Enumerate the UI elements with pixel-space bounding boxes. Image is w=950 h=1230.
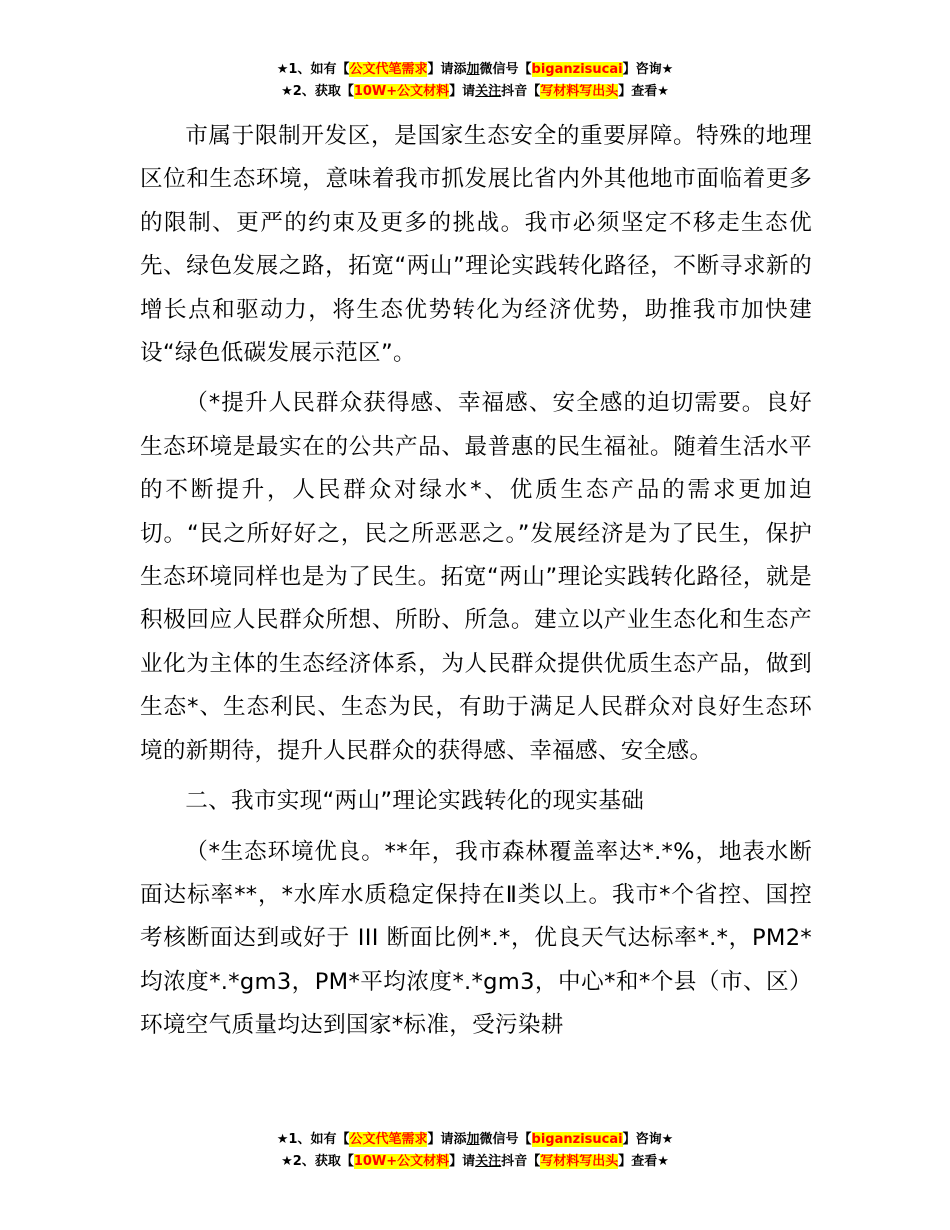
highlight-materials: 10W+公文材料 bbox=[353, 1154, 450, 1169]
banner-text: 抖音【 bbox=[501, 84, 541, 99]
header-banner bbox=[0, 59, 950, 103]
banner-text: 】请 bbox=[449, 1154, 476, 1169]
banner-text: 】咨询★ bbox=[622, 62, 674, 77]
banner-text: 】查看★ bbox=[618, 84, 669, 99]
highlight-service: 公文代笔需求 bbox=[349, 62, 428, 77]
banner-line-2 bbox=[0, 1151, 950, 1173]
banner-text: 】咨询★ bbox=[622, 1132, 674, 1147]
banner-text: ★2、获取【 bbox=[281, 84, 354, 99]
banner-text: 】请添 bbox=[427, 1132, 467, 1147]
highlight-materials: 10W+公文材料 bbox=[353, 84, 450, 99]
banner-text: ★2、获取【 bbox=[281, 1154, 354, 1169]
paragraph: 市属于限制开发区，是国家生态安全的重要屏障。特殊的地理区位和生态环境，意味着我市抓发展比省内外其他地市面临着更多的限制、更严的约束及更多的挑战。我市必须坚定不移走生态优先、绿色发展之路，拓宽“两山”理论实践转化路径，不断寻求新的增长点和驱动力，将生态优势转化为经济优势，助推我市加快建设“绿色低碳发展示范区”。 bbox=[140, 123, 812, 367]
document-body bbox=[140, 115, 812, 1055]
banner-line-1 bbox=[0, 59, 950, 81]
banner-line-1 bbox=[0, 1129, 950, 1151]
footer-banner bbox=[0, 1129, 950, 1173]
highlight-wechat-id: biganzisucai bbox=[531, 62, 623, 77]
highlight-wechat-id: biganzisucai bbox=[531, 1132, 623, 1147]
banner-text: 抖音【 bbox=[501, 1154, 541, 1169]
banner-emphasis: 加 bbox=[466, 62, 480, 77]
banner-emphasis: 关注 bbox=[475, 84, 502, 99]
banner-text: ★1、如有【 bbox=[276, 62, 350, 77]
section-heading: 二、我市实现“两山”理论实践转化的现实基础 bbox=[185, 788, 645, 815]
banner-text: 微信号【 bbox=[479, 62, 532, 77]
banner-text: ★1、如有【 bbox=[276, 1132, 350, 1147]
banner-emphasis: 加 bbox=[466, 1132, 480, 1147]
banner-text: 】请添 bbox=[427, 62, 467, 77]
banner-text: 微信号【 bbox=[479, 1132, 532, 1147]
paragraph: （*提升人民群众获得感、幸福感、安全感的迫切需要。良好生态环境是最实在的公共产品、最普惠的民生福祉。随着生活水平的不断提升，人民群众对绿水*、优质生态产品的需求更加迫切。“民之所好好之，民之所恶恶之。”发展经济是为了民生，保护生态环境同样也是为了民生。拓宽“两山”理论实践转化路径，就是积极回应人民群众所想、所盼、所急。建立以产业生态化和生态产业化为主体的生态经济体系，为人民群众提供优质生态产品，做到生态*、生态利民、生态为民，有助于满足人民群众对良好生态环境的新期待，提升人民群众的获得感、幸福感、安全感。 bbox=[140, 390, 812, 764]
highlight-douyin-id: 写材料写出头 bbox=[540, 84, 619, 99]
highlight-douyin-id: 写材料写出头 bbox=[540, 1154, 619, 1169]
banner-text: 】查看★ bbox=[618, 1154, 669, 1169]
banner-line-2 bbox=[0, 81, 950, 103]
banner-text: 】请 bbox=[449, 84, 476, 99]
paragraph: （*生态环境优良。**年，我市森林覆盖率达*.*%，地表水断面达标率**，*水库水质稳定保持在Ⅱ类以上。我市*个省控、国控考核断面达到或好于 III 断面比例*.*，优良天气达标率*.*，PM2*均浓度*.*gm3，PM*平均浓度*.*gm3，中心*和*个县（市、区）环境空气质量均达到国家*标准，受污染耕 bbox=[140, 838, 812, 1039]
banner-emphasis: 关注 bbox=[475, 1154, 502, 1169]
highlight-service: 公文代笔需求 bbox=[349, 1132, 428, 1147]
